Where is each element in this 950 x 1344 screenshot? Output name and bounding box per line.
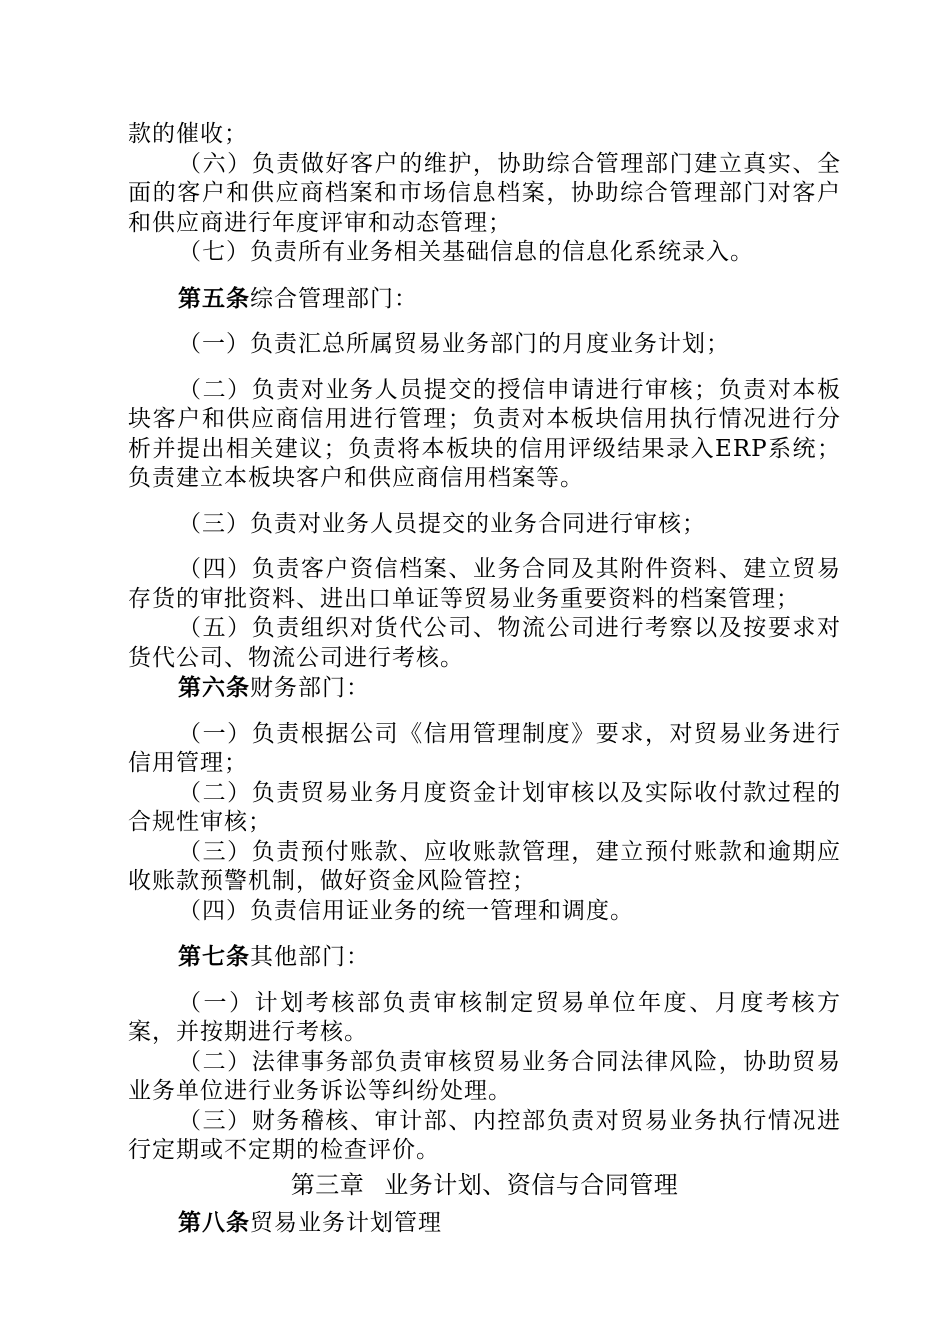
article-7-item-1: （一）计划考核部负责审核制定贸易单位年度、月度考核方案，并按期进行考核。 <box>128 989 841 1045</box>
article-5-item-3: （三）负责对业务人员提交的业务合同进行审核； <box>178 510 706 537</box>
article-8-heading <box>128 1208 841 1239</box>
chapter-title: 业务计划、资信与合同管理 <box>384 1170 679 1199</box>
article-6-item-3: （三）负责预付账款、应收账款管理，建立预付账款和逾期应收账款预警机制，做好资金风险管控； <box>128 838 841 894</box>
article-6-item-1: （一）负责根据公司《信用管理制度》要求，对贸易业务进行信用管理； <box>128 720 841 776</box>
article-6-heading <box>128 673 841 704</box>
paragraph-item-7: （七）负责所有业务相关基础信息的信息化系统录入。 <box>178 239 754 265</box>
article-6-number: 第六条 <box>178 674 250 701</box>
article-6-item-4: （四）负责信用证业务的统一管理和调度。 <box>178 897 634 924</box>
paragraph-continuation: 款的催收； <box>128 121 248 147</box>
article-5-title: 综合管理部门： <box>250 285 418 312</box>
article-6-item-2: （二）负责贸易业务月度资金计划审核以及实际收付款过程的合规性审核； <box>128 779 841 835</box>
article-5-item-2: （二）负责对业务人员提交的授信申请进行审核；负责对本板块客户和供应商信用进行管理；负责对本板块信用执行情况进行分析并提出相关建议；负责将本板块的信用评级结果录入ERP系统；负责建立本板块客户和供应商信用档案等。 <box>128 376 841 491</box>
article-8-title: 贸易业务计划管理 <box>250 1209 442 1236</box>
article-5-item-4: （四）负责客户资信档案、业务合同及其附件资料、建立贸易存货的审批资料、进出口单证等贸易业务重要资料的档案管理； <box>128 556 841 612</box>
article-7-number: 第七条 <box>178 943 250 970</box>
article-5-item-5: （五）负责组织对货代公司、物流公司进行考察以及按要求对货代公司、物流公司进行考核。 <box>128 615 841 671</box>
article-8-number: 第八条 <box>178 1208 250 1236</box>
article-7-item-2: （二）法律事务部负责审核贸易业务合同法律风险，协助贸易业务单位进行业务诉讼等纠纷处理。 <box>128 1048 841 1104</box>
chapter-heading <box>128 1168 841 1202</box>
article-7-heading <box>128 942 841 973</box>
article-6-title: 财务部门： <box>250 675 370 701</box>
article-7-title: 其他部门： <box>250 944 370 970</box>
article-5-heading <box>128 284 841 315</box>
chapter-number: 第三章 <box>290 1170 365 1199</box>
document-page <box>128 120 841 1238</box>
paragraph-item-6: （六）负责做好客户的维护，协助综合管理部门建立真实、全面的客户和供应商档案和市场信息档案，协助综合管理部门对客户和供应商进行年度评审和动态管理； <box>128 150 841 236</box>
article-5-item-1: （一）负责汇总所属贸易业务部门的月度业务计划； <box>178 331 730 357</box>
article-5-number: 第五条 <box>178 284 250 312</box>
article-7-item-3: （三）财务稽核、审计部、内控部负责对贸易业务执行情况进行定期或不定期的检查评价。 <box>128 1107 841 1163</box>
